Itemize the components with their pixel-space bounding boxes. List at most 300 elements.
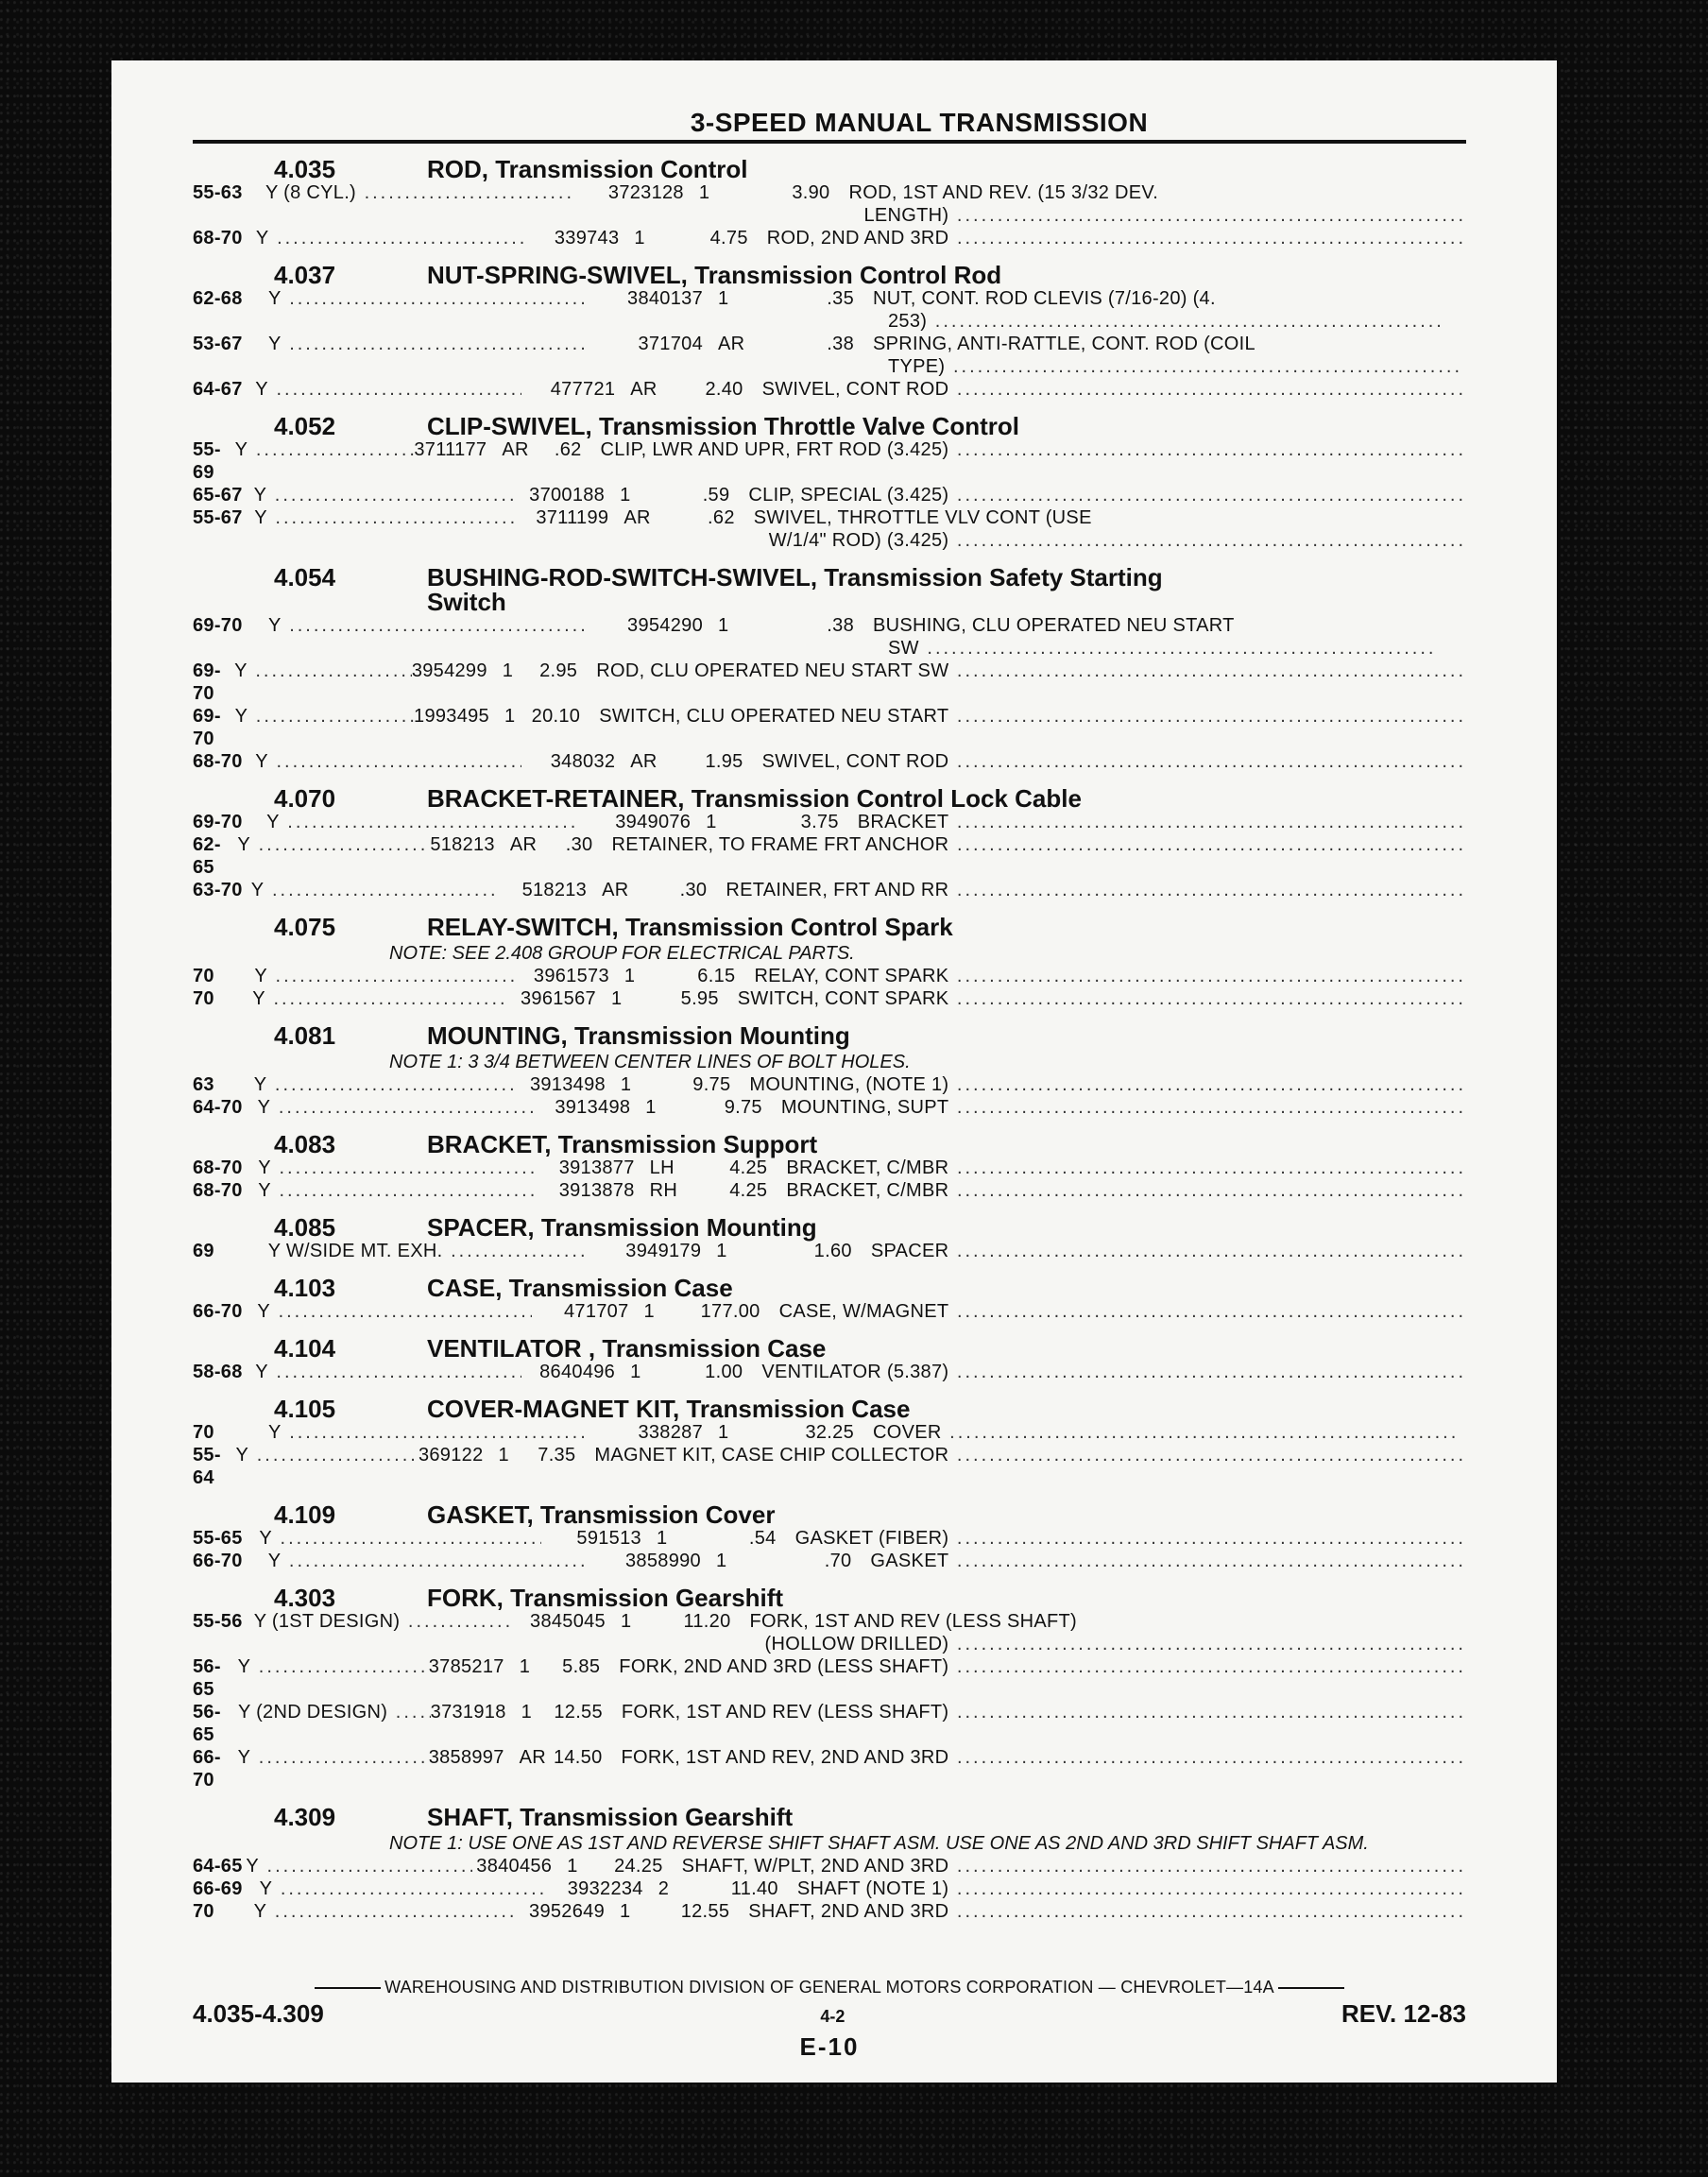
description-line: SWIVEL, THROTTLE VLV CONT (USE (753, 507, 1092, 528)
description (797, 1877, 1466, 1900)
parts-row (193, 811, 1466, 833)
section-title (427, 1586, 1466, 1610)
parts-row (193, 660, 1466, 705)
description (596, 660, 1466, 705)
description (738, 987, 1466, 1010)
price: .30 (565, 834, 593, 855)
model-years: 55-69 (193, 439, 221, 483)
description-line: SWITCH, CLU OPERATED NEU START ..... (599, 705, 1466, 728)
footer-range: 4.035-4.309 (193, 1999, 324, 2028)
description-line: SWIVEL, CONT ROD ..... (762, 750, 1466, 773)
description-line: BRACKET, C/MBR ..... (786, 1157, 1466, 1179)
description-line: ROD, 2ND AND 3RD ..... (767, 227, 1466, 249)
description (781, 1096, 1466, 1119)
section-title (427, 1502, 1466, 1527)
parts-row (193, 1550, 1466, 1572)
description (622, 1746, 1467, 1791)
description-line: LENGTH) ..... (848, 204, 1466, 227)
section-title (427, 414, 1466, 438)
part-number: 3731918 (430, 1702, 506, 1723)
parts-row (193, 879, 1466, 901)
model-years: 69-70 (193, 660, 221, 704)
section-title (427, 1805, 1466, 1829)
price: .62 (554, 439, 582, 460)
description (748, 484, 1466, 506)
quantity: AR (630, 379, 658, 400)
part-number: 591513 (576, 1528, 641, 1549)
part-number: 477721 (550, 379, 616, 400)
quantity: AR (602, 880, 629, 900)
description-line: BUSHING, CLU OPERATED NEU START (873, 615, 1235, 636)
parts-row (193, 333, 1466, 378)
model-type: Y ..... (251, 879, 500, 901)
model-years: 56-65 (193, 1656, 221, 1700)
part-number: 3913877 (558, 1157, 635, 1178)
price: 11.20 (683, 1611, 731, 1632)
model-years: 68-70 (193, 228, 243, 249)
description-line: TYPE) ..... (873, 355, 1466, 378)
section-number: 4.075 (274, 913, 336, 941)
section-header (193, 414, 1466, 438)
section-title-text: BRACKET, Transmission Support (427, 1130, 818, 1158)
description-line: 253) ..... (873, 310, 1466, 333)
title-rule (193, 140, 1466, 144)
section-title-text: CASE, Transmission Case (427, 1274, 733, 1302)
quantity: LH (649, 1157, 675, 1178)
quantity: RH (649, 1180, 678, 1201)
description (795, 1527, 1466, 1550)
description (762, 750, 1466, 773)
model-years: 58-68 (193, 1362, 243, 1382)
part-number: 369122 (418, 1445, 484, 1466)
parts-row (193, 1096, 1466, 1119)
model-years: 65-67 (193, 485, 243, 506)
model-years: 66-70 (193, 1551, 243, 1571)
description (754, 506, 1466, 552)
sections-container (193, 157, 1466, 1923)
model-years: 63 (193, 1074, 214, 1095)
model-years: 64-67 (193, 379, 243, 400)
section-title (427, 157, 1466, 181)
part-number: 339743 (554, 228, 620, 249)
section-title (427, 1023, 1466, 1048)
quantity: 1 (645, 1097, 657, 1118)
parts-row (193, 1361, 1466, 1383)
part-number: 3952649 (529, 1901, 605, 1922)
footer-publisher: WAREHOUSING AND DISTRIBUTION DIVISION OF GENERAL MOTORS CORPORATION — CHEVROLET—14A (384, 1978, 1274, 1997)
description (873, 1421, 1466, 1444)
parts-row (193, 484, 1466, 506)
section-header (193, 1397, 1466, 1421)
description-line: RETAINER, FRT AND RR ..... (726, 879, 1466, 901)
quantity: 1 (498, 1445, 509, 1466)
model-years: 55-56 (193, 1611, 243, 1632)
footer-revision: REV. 12-83 (1341, 1999, 1466, 2028)
parts-row (193, 1527, 1466, 1550)
section-title-text: COVER-MAGNET KIT, Transmission Case (427, 1395, 911, 1423)
parts-row (193, 1421, 1466, 1444)
catalog-page (111, 60, 1557, 2083)
quantity: AR (630, 751, 658, 772)
price: .30 (679, 880, 708, 900)
price: 5.85 (562, 1656, 601, 1677)
part-number: 518213 (521, 880, 588, 900)
quantity: 1 (706, 812, 717, 832)
model-years: 70 (193, 988, 214, 1009)
footer (193, 1999, 1466, 2029)
model-type: Y ..... (266, 811, 580, 833)
price: 12.55 (680, 1901, 730, 1922)
description (611, 833, 1466, 879)
price: .70 (824, 1551, 852, 1571)
section-header (193, 1215, 1466, 1240)
model-type: Y ..... (268, 287, 589, 333)
model-years: 56-65 (193, 1702, 221, 1745)
model-years: 64-65 (193, 1856, 243, 1877)
description-line: GASKET (FIBER) ..... (795, 1527, 1466, 1550)
section-header (193, 157, 1466, 181)
footer-page-number: 4-2 (820, 2007, 845, 2026)
description-line: RELAY, CONT SPARK ..... (754, 965, 1466, 987)
model-years: 68-70 (193, 1157, 243, 1178)
quantity: 1 (718, 288, 729, 309)
model-type: Y ..... (256, 227, 524, 249)
model-type: Y ..... (268, 1550, 589, 1572)
section-number: 4.105 (274, 1395, 336, 1423)
description-line: FORK, 2ND AND 3RD (LESS SHAFT) ..... (619, 1655, 1466, 1678)
description-line: FORK, 1ST AND REV (LESS SHAFT) ..... (622, 1701, 1466, 1723)
model-type: Y ..... (238, 1655, 429, 1701)
quantity: 1 (698, 182, 710, 203)
model-type: Y ..... (268, 614, 589, 660)
parts-row (193, 1610, 1466, 1655)
parts-row (193, 506, 1466, 552)
model-type: Y ..... (246, 1855, 471, 1877)
section-title (427, 1276, 1466, 1300)
section-number: 4.083 (274, 1130, 336, 1158)
price: 2.95 (539, 660, 578, 681)
model-type: Y ..... (254, 484, 514, 506)
price: 4.25 (729, 1157, 768, 1178)
part-number: 8640496 (539, 1362, 616, 1382)
model-years: 62-65 (193, 834, 221, 878)
description (871, 1240, 1466, 1262)
model-years: 69-70 (193, 615, 243, 636)
price: 4.25 (729, 1180, 768, 1201)
model-years: 66-69 (193, 1878, 243, 1899)
price: .54 (748, 1528, 777, 1549)
description-line: CLIP, LWR AND UPR, FRT ROD (3.425) ..... (601, 438, 1466, 461)
parts-row (193, 181, 1466, 227)
model-type: Y (8 CYL.) ..... (265, 181, 574, 227)
price: .35 (827, 288, 854, 309)
model-type: Y ..... (234, 660, 412, 705)
part-number: 3711177 (414, 439, 487, 460)
description-line: RETAINER, TO FRAME FRT ANCHOR ..... (611, 833, 1466, 856)
model-type: Y ..... (259, 1527, 541, 1550)
part-number: 338287 (638, 1422, 703, 1443)
parts-row (193, 1877, 1466, 1900)
description-line: BRACKET ..... (858, 811, 1466, 833)
section-number: 4.052 (274, 412, 336, 440)
model-years: 68-70 (193, 751, 243, 772)
quantity: 2 (658, 1878, 670, 1899)
model-type: Y ..... (257, 1300, 532, 1323)
section-number: 4.303 (274, 1584, 336, 1612)
model-years: 70 (193, 966, 214, 986)
description (748, 1900, 1466, 1923)
model-type: Y ..... (238, 1746, 429, 1791)
part-number: 3858990 (625, 1551, 701, 1571)
quantity: 1 (519, 1656, 531, 1677)
description (754, 965, 1466, 987)
model-years: 55-67 (193, 507, 243, 528)
description-line: SWITCH, CONT SPARK ..... (738, 987, 1466, 1010)
price: 1.00 (705, 1362, 743, 1382)
quantity: 1 (567, 1856, 578, 1877)
section-title-text: BRACKET-RETAINER, Transmission Control Lock Cable (427, 784, 1082, 813)
model-type: Y ..... (258, 1157, 536, 1179)
section-header (193, 1276, 1466, 1300)
part-number: 3932234 (567, 1878, 643, 1899)
description-line: BRACKET, C/MBR ..... (786, 1179, 1466, 1202)
quantity: 1 (620, 1901, 631, 1922)
section-number: 4.035 (274, 155, 336, 183)
description (762, 378, 1466, 401)
section-number: 4.103 (274, 1274, 336, 1302)
part-number: 3913498 (529, 1074, 606, 1095)
part-number: 3858997 (428, 1747, 504, 1768)
parts-row (193, 1701, 1466, 1746)
footer-publisher-line (193, 1978, 1466, 1997)
model-type: Y ..... (254, 506, 516, 552)
parts-row (193, 378, 1466, 401)
part-number: 3723128 (607, 182, 684, 203)
parts-row (193, 1179, 1466, 1202)
part-number: 3845045 (530, 1611, 606, 1632)
section-number: 4.085 (274, 1213, 336, 1242)
description (682, 1855, 1466, 1877)
model-years: 55-63 (193, 182, 243, 203)
quantity: 1 (643, 1301, 655, 1322)
model-type: Y ..... (258, 1179, 536, 1202)
parts-row (193, 1900, 1466, 1923)
description-line: MOUNTING, SUPT ..... (781, 1096, 1466, 1119)
section-title (427, 1336, 1466, 1361)
model-type: Y (2ND DESIGN) ..... (238, 1701, 431, 1746)
description-line: CLIP, SPECIAL (3.425) ..... (748, 484, 1466, 506)
model-years: 66-70 (193, 1301, 243, 1322)
quantity: AR (718, 334, 745, 354)
model-type: Y ..... (235, 705, 414, 750)
quantity: 1 (623, 966, 636, 986)
price: 4.75 (709, 228, 748, 249)
description-line: SHAFT, 2ND AND 3RD ..... (748, 1900, 1466, 1923)
part-number: 3913498 (555, 1097, 631, 1118)
section-header (193, 1132, 1466, 1157)
quantity: 1 (610, 988, 623, 1009)
description-line: MAGNET KIT, CASE CHIP COLLECTOR ..... (594, 1444, 1466, 1466)
section-number: 4.054 (274, 563, 336, 591)
description (750, 1610, 1466, 1655)
section-header (193, 1586, 1466, 1610)
description-line: SPACER ..... (871, 1240, 1466, 1262)
description-line: FORK, 1ST AND REV, 2ND AND 3RD ..... (622, 1746, 1467, 1769)
price: 6.15 (697, 966, 736, 986)
section-title-text: RELAY-SWITCH, Transmission Control Spark (427, 913, 953, 941)
part-number: 3785217 (428, 1656, 504, 1677)
parts-row (193, 438, 1466, 484)
part-number: 3700188 (529, 485, 606, 506)
model-years: 69 (193, 1241, 214, 1261)
model-type: Y ..... (255, 1361, 521, 1383)
model-type: Y W/SIDE MT. EXH. ..... (268, 1240, 589, 1262)
parts-row (193, 287, 1466, 333)
parts-row (193, 965, 1466, 987)
price: 1.95 (705, 751, 743, 772)
model-type: Y ..... (268, 333, 589, 378)
description (767, 227, 1466, 249)
section-title-text: NUT-SPRING-SWIVEL, Transmission Control Rod (427, 261, 1002, 289)
section-title (427, 263, 1466, 287)
model-type: Y ..... (254, 1900, 514, 1923)
section-number: 4.109 (274, 1500, 336, 1529)
parts-row (193, 705, 1466, 750)
section-header (193, 263, 1466, 287)
part-number: 3961567 (520, 988, 596, 1009)
section-header (193, 915, 1466, 939)
model-type: Y ..... (260, 1877, 543, 1900)
parts-row (193, 1300, 1466, 1323)
quantity: AR (623, 507, 651, 528)
quantity: 1 (521, 1702, 533, 1723)
section-title (427, 915, 1466, 939)
description-line: ROD, 1ST AND REV. (15 3/32 DEV. (848, 182, 1159, 203)
description-line: ROD, CLU OPERATED NEU START SW ..... (596, 660, 1466, 682)
section-title (427, 565, 1466, 614)
section-title-text: CLIP-SWIVEL, Transmission Throttle Valve Control (427, 412, 1019, 440)
description-line: (HOLLOW DRILLED) ..... (750, 1633, 1466, 1655)
model-type: Y ..... (254, 1073, 514, 1096)
description (622, 1701, 1466, 1746)
description (779, 1300, 1466, 1323)
description (873, 614, 1466, 660)
part-number: 3711199 (536, 507, 609, 528)
section-title (427, 1132, 1466, 1157)
section-number: 4.037 (274, 261, 336, 289)
part-number: 471707 (563, 1301, 629, 1322)
description-line: SW ..... (873, 637, 1466, 660)
section-title-continued: Switch (427, 588, 506, 616)
parts-row (193, 833, 1466, 879)
section-title-text: ROD, Transmission Control (427, 155, 748, 183)
model-type: Y ..... (252, 987, 506, 1010)
section-number: 4.081 (274, 1021, 336, 1050)
description-line: VENTILATOR (5.387) ..... (761, 1361, 1466, 1383)
quantity: AR (519, 1747, 547, 1768)
price: 24.25 (614, 1856, 663, 1877)
description (594, 1444, 1466, 1489)
section-title-text: BUSHING-ROD-SWITCH-SWIVEL, Transmission Safety Starting (427, 563, 1163, 591)
model-type: Y ..... (254, 965, 517, 987)
section-number: 4.104 (274, 1334, 336, 1363)
part-number: 3949076 (615, 812, 692, 832)
part-number: 3840137 (627, 288, 703, 309)
price: 9.75 (692, 1074, 731, 1095)
section-note: NOTE: SEE 2.408 GROUP FOR ELECTRICAL PARTS. (389, 943, 855, 964)
price: 5.95 (680, 988, 719, 1009)
price: 3.90 (792, 182, 830, 203)
quantity: 1 (634, 228, 645, 249)
parts-row (193, 1444, 1466, 1489)
quantity: AR (502, 439, 529, 460)
parts-row (193, 614, 1466, 660)
description-line: W/1/4" ROD) (3.425) ..... (754, 529, 1466, 552)
description (873, 287, 1466, 333)
description-line: NUT, CONT. ROD CLEVIS (7/16-20) (4. (873, 288, 1216, 309)
model-years: 70 (193, 1901, 214, 1922)
description (726, 879, 1466, 901)
price: 7.35 (538, 1445, 576, 1466)
quantity: 1 (630, 1362, 641, 1382)
model-years: 69-70 (193, 812, 243, 832)
model-type: Y ..... (237, 833, 427, 879)
price: .38 (827, 615, 854, 636)
page-title: 3-SPEED MANUAL TRANSMISSION (690, 108, 1149, 137)
section-title (427, 1215, 1466, 1240)
quantity: 1 (504, 706, 516, 727)
section-header (193, 1023, 1466, 1048)
model-years: 64-70 (193, 1097, 243, 1118)
part-number: 3949179 (625, 1241, 702, 1261)
price: .59 (702, 485, 730, 506)
section-number: 4.309 (274, 1803, 336, 1831)
description (858, 811, 1466, 833)
price: 1.60 (813, 1241, 852, 1261)
part-number: 3954299 (411, 660, 487, 681)
model-type: Y ..... (236, 1444, 418, 1489)
parts-row (193, 1746, 1466, 1791)
section-title-text: SHAFT, Transmission Gearshift (427, 1803, 794, 1831)
model-years: 70 (193, 1422, 214, 1443)
section-number: 4.070 (274, 784, 336, 813)
price: 3.75 (800, 812, 839, 832)
model-years: 55-65 (193, 1528, 243, 1549)
description-line: GASKET ..... (870, 1550, 1466, 1572)
parts-row (193, 1655, 1466, 1701)
part-number: 371704 (638, 334, 703, 354)
price: 2.40 (705, 379, 743, 400)
description-line: SPRING, ANTI-RATTLE, CONT. ROD (COIL (873, 334, 1255, 354)
quantity: 1 (620, 1074, 632, 1095)
parts-row (193, 750, 1466, 773)
price: 9.75 (724, 1097, 762, 1118)
section-header (193, 1805, 1466, 1829)
price: 20.10 (531, 706, 581, 727)
description (599, 705, 1466, 750)
part-number: 1993495 (414, 706, 489, 727)
description (619, 1655, 1466, 1701)
quantity: 1 (718, 1422, 729, 1443)
parts-row (193, 227, 1466, 249)
section-note: NOTE 1: USE ONE AS 1ST AND REVERSE SHIFT SHAFT ASM. USE ONE AS 2ND AND 3RD SHIFT SHAFT ASM. (389, 1833, 1369, 1854)
section-note: NOTE 1: 3 3/4 BETWEEN CENTER LINES OF BOLT HOLES. (389, 1052, 911, 1072)
part-number: 3954290 (627, 615, 703, 636)
part-number: 348032 (550, 751, 616, 772)
description-line: FORK, 1ST AND REV (LESS SHAFT) (749, 1611, 1077, 1632)
price: 32.25 (805, 1422, 854, 1443)
footer-code: E-10 (799, 2032, 860, 2061)
